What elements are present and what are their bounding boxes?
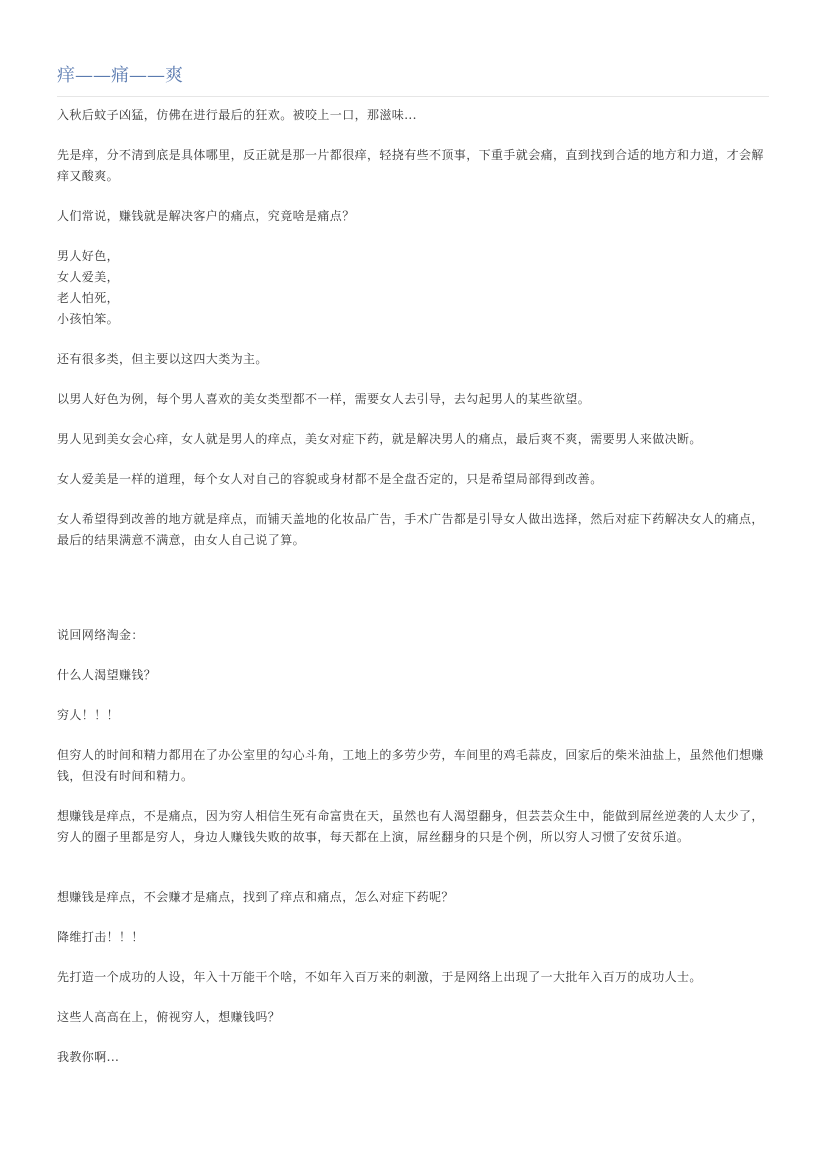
- blank-space: [57, 570, 769, 625]
- paragraph: 降维打击！！！: [57, 930, 144, 944]
- paragraph: 先是痒，分不清到底是具体哪里，反正就是那一片都很痒，轻挠有些不顶事，下重手就会痛，直到找到合适的地方和力道，才会解痒又酸爽。: [57, 148, 764, 183]
- paragraph: 但穷人的时间和精力都用在了办公室里的勾心斗角，工地上的多劳少劳，车间里的鸡毛蒜皮，回家后的柴米油盐上，虽然他们想赚钱，但没有时间和精力。: [57, 748, 764, 783]
- paragraph: 穷人！！！: [57, 708, 120, 722]
- paragraph: 女人爱美是一样的道理，每个女人对自己的容貌或身材都不是全盘否定的，只是希望局部得到改善。: [57, 472, 603, 486]
- list-item: 女人爱美，: [57, 270, 120, 284]
- list-item: 男人好色，: [57, 249, 120, 263]
- paragraph: 女人希望得到改善的地方就是痒点，而铺天盖地的化妆品广告，手术广告都是引导女人做出选择，然后对症下药解决女人的痛点，最后的结果满意不满意，由女人自己说了算。: [57, 512, 764, 547]
- paragraph: 这些人高高在上，俯视穷人，想赚钱吗？: [57, 1010, 281, 1024]
- paragraph: 人们常说，赚钱就是解决客户的痛点，究竟啥是痛点？: [57, 209, 355, 223]
- list-item: 老人怕死，: [57, 291, 120, 305]
- paragraph: 以男人好色为例，每个男人喜欢的美女类型都不一样，需要女人去引导，去勾起男人的某些欲望。: [57, 392, 591, 406]
- paragraph: 还有很多类，但主要以这四大类为主。: [57, 352, 268, 366]
- article-title: 痒——痛——爽: [57, 62, 769, 97]
- paragraph: 入秋后蚊子凶猛，仿佛在进行最后的狂欢。被咬上一口，那滋味...: [57, 108, 417, 122]
- list-item: 小孩怕笨。: [57, 312, 120, 326]
- blank-space: [57, 867, 769, 887]
- paragraph: 说回网络淘金：: [57, 628, 144, 642]
- paragraph: 想赚钱是痒点，不会赚才是痛点，找到了痒点和痛点，怎么对症下药呢？: [57, 890, 454, 904]
- paragraph: 我教你啊...: [57, 1050, 120, 1064]
- paragraph: 男人见到美女会心痒，女人就是男人的痒点，美女对症下药，就是解决男人的痛点，最后爽不爽，需要男人来做决断。: [57, 432, 702, 446]
- paragraph: 想赚钱是痒点，不是痛点，因为穷人相信生死有命富贵在天，虽然也有人渴望翻身，但芸芸众生中，能做到屌丝逆袭的人太少了，穷人的圈子里都是穷人，身边人赚钱失败的故事，每天都在上演，屌丝翻身的只是个例，所以穷人习惯了安贫乐道。: [57, 809, 764, 844]
- article: [57, 62, 769, 1087]
- paragraph: 先打造一个成功的人设，年入十万能干个啥，不如年入百万来的刺激，于是网络上出现了一大批年入百万的成功人士。: [57, 970, 702, 984]
- paragraph: 什么人渴望赚钱？: [57, 668, 157, 682]
- article-body: [57, 105, 769, 1068]
